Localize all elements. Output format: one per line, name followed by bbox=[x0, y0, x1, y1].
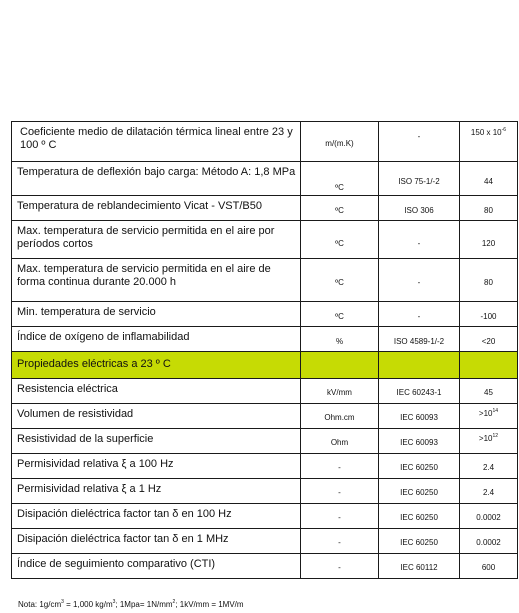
unit bbox=[301, 122, 378, 149]
value-cell bbox=[460, 479, 518, 504]
value-text: -100 bbox=[480, 312, 497, 321]
value-text: 45 bbox=[484, 388, 493, 397]
unit-cell bbox=[301, 162, 379, 196]
value bbox=[460, 259, 517, 288]
norm-text: - bbox=[417, 132, 421, 141]
property-name: Permisividad relativa ξ a 100 Hz bbox=[17, 458, 174, 470]
value bbox=[460, 404, 517, 419]
table-row bbox=[12, 479, 518, 504]
value-text: >10 bbox=[478, 434, 493, 443]
norm-cell bbox=[379, 504, 460, 529]
norm-cell bbox=[379, 221, 460, 259]
value-text: 80 bbox=[484, 278, 493, 287]
value-text: 120 bbox=[481, 239, 496, 248]
unit-cell bbox=[301, 429, 379, 454]
norm-cell bbox=[379, 479, 460, 504]
value-superscript: 12 bbox=[492, 433, 499, 439]
value-cell bbox=[460, 504, 518, 529]
footnote bbox=[18, 600, 244, 610]
unit-text: Ohm bbox=[330, 438, 349, 447]
value bbox=[460, 429, 517, 444]
norm-text: IEC 60093 bbox=[400, 438, 438, 447]
unit-cell bbox=[301, 259, 379, 302]
unit-text: ºC bbox=[335, 278, 344, 287]
value-cell bbox=[460, 162, 518, 196]
norm bbox=[379, 554, 459, 573]
norm-text: ISO 4589-1/-2 bbox=[393, 337, 445, 346]
property-cell bbox=[12, 327, 301, 352]
section-title: Propiedades eléctricas a 23 º C bbox=[17, 358, 171, 370]
property-cell bbox=[12, 504, 301, 529]
property-name: Temperatura de reblandecimiento Vicat - VST/B50 bbox=[17, 200, 262, 212]
unit bbox=[301, 529, 378, 548]
norm bbox=[379, 122, 459, 142]
unit-cell bbox=[301, 529, 379, 554]
property-name: Min. temperatura de servicio bbox=[17, 306, 156, 318]
footnote-text: ; 1Mpa= 1N/mm bbox=[115, 600, 173, 609]
norm-text: IEC 60112 bbox=[400, 563, 438, 572]
unit-cell bbox=[301, 504, 379, 529]
value-cell bbox=[460, 122, 518, 162]
unit-text: ºC bbox=[335, 183, 344, 192]
property-cell bbox=[12, 404, 301, 429]
norm bbox=[379, 259, 459, 288]
value-superscript: 14 bbox=[492, 408, 499, 414]
norm-text: ISO 306 bbox=[404, 206, 434, 215]
value-cell bbox=[460, 259, 518, 302]
property-name: Max. temperatura de servicio permitida en el aire de forma continua durante 20.000 h bbox=[17, 263, 271, 288]
property-cell bbox=[12, 259, 301, 302]
norm-cell bbox=[379, 327, 460, 352]
footnote-sup: 2 bbox=[172, 599, 176, 605]
value-text: 0.0002 bbox=[476, 513, 501, 522]
unit bbox=[301, 259, 378, 288]
value-text: <20 bbox=[481, 337, 496, 346]
table-row bbox=[12, 404, 518, 429]
unit-cell bbox=[301, 404, 379, 429]
value-text: 2.4 bbox=[482, 488, 495, 497]
value-cell bbox=[460, 454, 518, 479]
property-cell bbox=[12, 122, 301, 162]
value bbox=[460, 529, 517, 548]
section-header-row bbox=[12, 352, 518, 379]
norm-cell bbox=[379, 404, 460, 429]
norm bbox=[379, 221, 459, 249]
value-text: 44 bbox=[484, 177, 493, 186]
unit bbox=[301, 404, 378, 423]
unit-cell bbox=[301, 554, 379, 579]
norm bbox=[379, 162, 459, 187]
norm bbox=[379, 504, 459, 523]
unit bbox=[301, 504, 378, 523]
norm-cell bbox=[379, 379, 460, 404]
value-cell bbox=[460, 429, 518, 454]
unit-cell bbox=[301, 454, 379, 479]
norm-text: IEC 60250 bbox=[400, 463, 438, 472]
properties-table-body bbox=[12, 122, 518, 579]
value-text: 600 bbox=[481, 563, 496, 572]
value-cell bbox=[460, 196, 518, 221]
norm bbox=[379, 454, 459, 473]
table-row bbox=[12, 122, 518, 162]
value-cell bbox=[460, 327, 518, 352]
norm-cell bbox=[379, 429, 460, 454]
unit bbox=[301, 327, 378, 347]
property-cell bbox=[12, 196, 301, 221]
norm bbox=[379, 404, 459, 423]
unit bbox=[301, 162, 378, 193]
value-superscript: -6 bbox=[501, 127, 507, 133]
property-cell bbox=[12, 302, 301, 327]
table-row bbox=[12, 162, 518, 196]
table-row bbox=[12, 504, 518, 529]
unit-text: - bbox=[338, 538, 341, 547]
property-cell bbox=[12, 454, 301, 479]
property-name: Índice de oxígeno de inflamabilidad bbox=[17, 331, 190, 343]
table-row bbox=[12, 454, 518, 479]
value bbox=[460, 221, 517, 249]
section-header-cell bbox=[12, 352, 301, 379]
property-name: Disipación dieléctrica factor tan δ en 100 Hz bbox=[17, 508, 232, 520]
value-cell bbox=[460, 302, 518, 327]
table-row bbox=[12, 429, 518, 454]
property-name: Coeficiente medio de dilatación térmica lineal entre 23 y 100 º C bbox=[20, 126, 293, 151]
table-row bbox=[12, 259, 518, 302]
unit-text: - bbox=[338, 463, 341, 472]
norm-cell bbox=[379, 122, 460, 162]
property-cell bbox=[12, 429, 301, 454]
value-cell bbox=[460, 404, 518, 429]
unit-text: - bbox=[338, 488, 341, 497]
value bbox=[460, 302, 517, 322]
norm bbox=[379, 196, 459, 216]
value bbox=[460, 454, 517, 473]
norm bbox=[379, 529, 459, 548]
section-empty-cell bbox=[460, 352, 518, 379]
unit bbox=[301, 554, 378, 573]
property-cell bbox=[12, 221, 301, 259]
norm-cell bbox=[379, 454, 460, 479]
unit-cell bbox=[301, 196, 379, 221]
value-cell bbox=[460, 379, 518, 404]
footnote-text: ; 1kV/mm = 1MV/m bbox=[175, 600, 244, 609]
unit bbox=[301, 221, 378, 249]
properties-table bbox=[11, 121, 518, 579]
property-cell bbox=[12, 554, 301, 579]
norm-text: IEC 60243-1 bbox=[396, 388, 442, 397]
unit-text: Ohm.cm bbox=[324, 413, 355, 422]
norm-text: - bbox=[417, 312, 421, 321]
unit-text: - bbox=[338, 563, 341, 572]
unit-cell bbox=[301, 327, 379, 352]
norm-cell bbox=[379, 529, 460, 554]
unit bbox=[301, 302, 378, 322]
norm-cell bbox=[379, 162, 460, 196]
value-cell bbox=[460, 221, 518, 259]
unit-cell bbox=[301, 221, 379, 259]
value bbox=[460, 162, 517, 187]
property-name: Permisividad relativa ξ a 1 Hz bbox=[17, 483, 162, 495]
norm-cell bbox=[379, 554, 460, 579]
value-cell bbox=[460, 529, 518, 554]
value-text: >10 bbox=[478, 409, 493, 418]
value bbox=[460, 196, 517, 216]
unit-cell bbox=[301, 122, 379, 162]
table-row bbox=[12, 221, 518, 259]
footnote-sup: 3 bbox=[61, 599, 64, 605]
unit-text: kV/mm bbox=[327, 388, 352, 397]
norm bbox=[379, 479, 459, 498]
unit-cell bbox=[301, 379, 379, 404]
unit-text: - bbox=[338, 513, 341, 522]
property-name: Disipación dieléctrica factor tan δ en 1 MHz bbox=[17, 533, 229, 545]
unit bbox=[301, 454, 378, 473]
table-row bbox=[12, 327, 518, 352]
norm-text: IEC 60250 bbox=[400, 538, 438, 547]
property-name: Resistencia eléctrica bbox=[17, 383, 118, 395]
value bbox=[460, 327, 517, 347]
unit bbox=[301, 479, 378, 498]
unit-text: ºC bbox=[335, 239, 344, 248]
norm-text: - bbox=[417, 278, 421, 287]
value-text: 150 x 10 bbox=[470, 128, 502, 137]
table-row bbox=[12, 379, 518, 404]
norm bbox=[379, 302, 459, 322]
unit bbox=[301, 429, 378, 448]
value-text: 80 bbox=[484, 206, 493, 215]
norm-text: - bbox=[417, 239, 421, 248]
property-cell bbox=[12, 479, 301, 504]
value bbox=[460, 379, 517, 398]
property-name: Volumen de resistividad bbox=[17, 408, 134, 420]
property-name: Temperatura de deflexión bajo carga: Método A: 1,8 MPa bbox=[17, 166, 296, 178]
property-cell bbox=[12, 529, 301, 554]
norm-text: IEC 60093 bbox=[400, 413, 438, 422]
table-row bbox=[12, 302, 518, 327]
norm bbox=[379, 327, 459, 347]
norm-cell bbox=[379, 302, 460, 327]
norm bbox=[379, 379, 459, 398]
norm bbox=[379, 429, 459, 448]
table-row bbox=[12, 554, 518, 579]
value bbox=[460, 122, 517, 138]
unit-cell bbox=[301, 302, 379, 327]
property-name: Resistividad de la superficie bbox=[17, 433, 154, 445]
table-row bbox=[12, 196, 518, 221]
property-cell bbox=[12, 379, 301, 404]
value-cell bbox=[460, 554, 518, 579]
unit-text: % bbox=[335, 337, 344, 346]
unit-text: m/(m.K) bbox=[325, 139, 354, 148]
property-name: Índice de seguimiento comparativo (CTI) bbox=[17, 558, 216, 570]
unit bbox=[301, 196, 378, 216]
unit-text: ºC bbox=[335, 312, 344, 321]
value bbox=[460, 479, 517, 498]
norm-cell bbox=[379, 196, 460, 221]
property-cell bbox=[12, 162, 301, 196]
section-empty-cell bbox=[301, 352, 379, 379]
footnote-text: = 1,000 kg/m bbox=[63, 600, 113, 609]
value bbox=[460, 554, 517, 573]
norm-text: IEC 60250 bbox=[400, 488, 438, 497]
unit-text: ºC bbox=[335, 206, 344, 215]
table-row bbox=[12, 529, 518, 554]
norm-text: ISO 75-1/-2 bbox=[398, 177, 440, 186]
footnote-text: Nota: 1g/cm bbox=[18, 600, 62, 609]
property-name: Max. temperatura de servicio permitida en el aire por períodos cortos bbox=[17, 225, 275, 250]
unit-cell bbox=[301, 479, 379, 504]
norm-text: IEC 60250 bbox=[400, 513, 438, 522]
value-text: 0.0002 bbox=[476, 538, 501, 547]
norm-cell bbox=[379, 259, 460, 302]
value bbox=[460, 504, 517, 523]
section-empty-cell bbox=[379, 352, 460, 379]
footnote-sup: 3 bbox=[112, 599, 116, 605]
value-text: 2.4 bbox=[482, 463, 495, 472]
unit bbox=[301, 379, 378, 398]
